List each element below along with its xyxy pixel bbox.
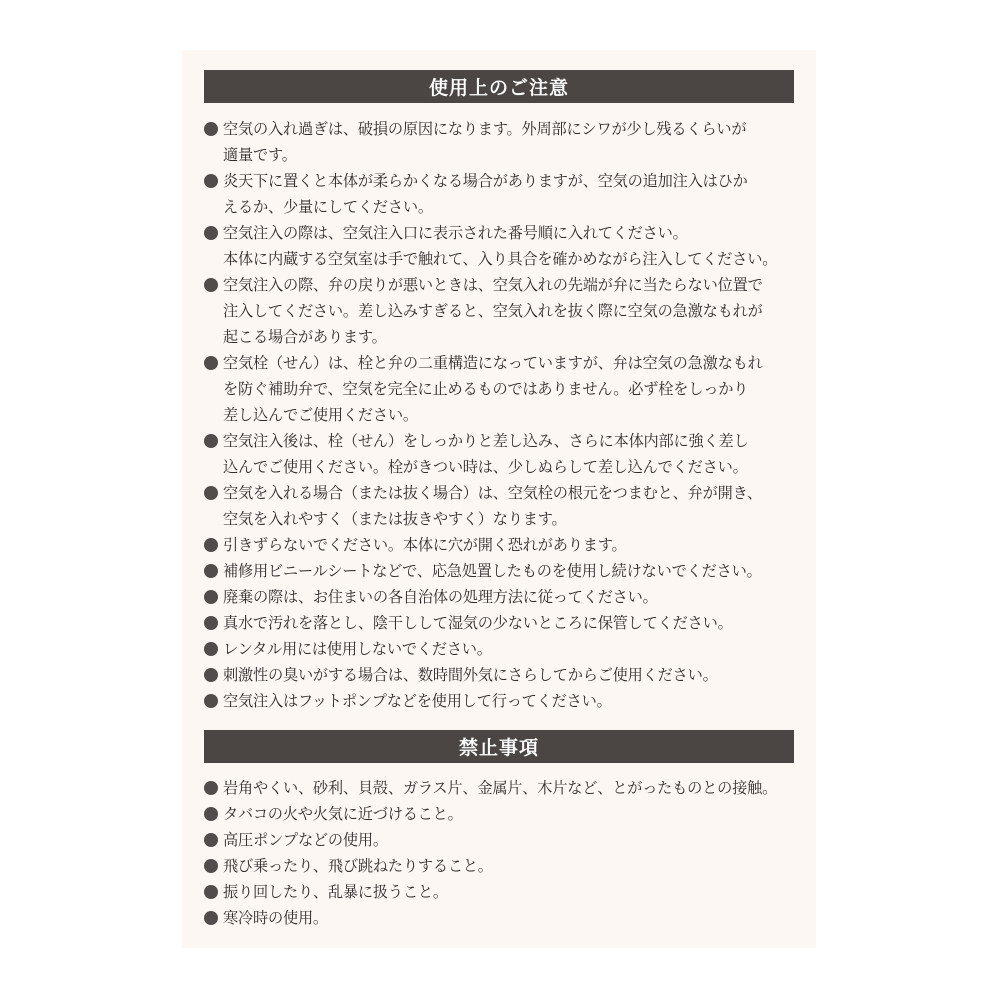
bullet-icon	[204, 694, 218, 708]
bullet-icon	[204, 781, 218, 795]
bullet-icon	[204, 564, 218, 578]
bullet-icon	[204, 538, 218, 552]
list-item: 空気栓（せん）は、栓と弁の二重構造になっていますが、弁は空気の急激なもれ を防ぐ補助弁で、空気を完全に止めるものではありません。必ず栓をしっかり 差し込んでご使用ください。	[204, 350, 804, 428]
bullet-icon	[204, 434, 218, 448]
list-item: 空気注入後は、栓（せん）をしっかりと差し込み、さらに本体内部に強く差し 込んでご使用ください。栓がきつい時は、少しぬらして差し込んでください。	[204, 428, 804, 480]
list-item: 真水で汚れを落とし、陰干しして湿気の少ないところに保管してください。	[204, 610, 804, 636]
bullet-icon	[204, 642, 218, 656]
bullet-icon	[204, 122, 218, 136]
list-item: 高圧ポンプなどの使用。	[204, 827, 804, 853]
precautions-heading	[204, 70, 794, 103]
list-item: 空気注入の際、弁の戻りが悪いときは、空気入れの先端が弁に当たらない位置で 注入してください。差し込みすぎると、空気入れを抜く際に空気の急激なもれが 起こる場合があります。	[204, 272, 804, 350]
bullet-icon	[204, 833, 218, 847]
prohibitions-heading	[204, 730, 794, 763]
list-item: 刺激性の臭いがする場合は、数時間外気にさらしてからご使用ください。	[204, 662, 804, 688]
bullet-icon	[204, 911, 218, 925]
list-item: 補修用ビニールシートなどで、応急処置したものを使用し続けないでください。	[204, 558, 804, 584]
bullet-icon	[204, 885, 218, 899]
list-item: 空気注入はフットポンプなどを使用して行ってください。	[204, 688, 804, 714]
bullet-icon	[204, 226, 218, 240]
bullet-icon	[204, 807, 218, 821]
list-item: レンタル用には使用しないでください。	[204, 636, 804, 662]
list-item: 炎天下に置くと本体が柔らかくなる場合がありますが、空気の追加注入はひか えるか、少量にしてください。	[204, 168, 804, 220]
bullet-icon	[204, 356, 218, 370]
bullet-icon	[204, 174, 218, 188]
list-item: 空気注入の際は、空気注入口に表示された番号順に入れてください。 本体に内蔵する空気室は手で触れて、入り具合を確かめながら注入してください。	[204, 220, 804, 272]
precautions-title: 使用上のご注意	[428, 77, 569, 99]
list-item: 飛び乗ったり、飛び跳ねたりすること。	[204, 853, 804, 879]
bullet-icon	[204, 486, 218, 500]
list-item: 振り回したり、乱暴に扱うこと。	[204, 879, 804, 905]
list-item: タバコの火や火気に近づけること。	[204, 801, 804, 827]
bullet-icon	[204, 590, 218, 604]
bullet-icon	[204, 668, 218, 682]
list-item: 空気の入れ過ぎは、破損の原因になります。外周部にシワが少し残るくらいが 適量です。	[204, 116, 804, 168]
prohibitions-title: 禁止事項	[458, 737, 539, 759]
list-item: 引きずらないでください。本体に穴が開く恐れがあります。	[204, 532, 804, 558]
precautions-list	[204, 116, 804, 714]
list-item: 空気を入れる場合（または抜く場合）は、空気栓の根元をつまむと、弁が開き、 空気を入れやすく（または抜きやすく）なります。	[204, 480, 804, 532]
bullet-icon	[204, 859, 218, 873]
list-item: 岩角やくい、砂利、貝殻、ガラス片、金属片、木片など、とがったものとの接触。	[204, 775, 804, 801]
list-item: 寒冷時の使用。	[204, 905, 804, 931]
bullet-icon	[204, 616, 218, 630]
bullet-icon	[204, 278, 218, 292]
list-item: 廃棄の際は、お住まいの各自治体の処理方法に従ってください。	[204, 584, 804, 610]
prohibitions-list	[204, 775, 804, 931]
instruction-sheet	[182, 50, 816, 948]
